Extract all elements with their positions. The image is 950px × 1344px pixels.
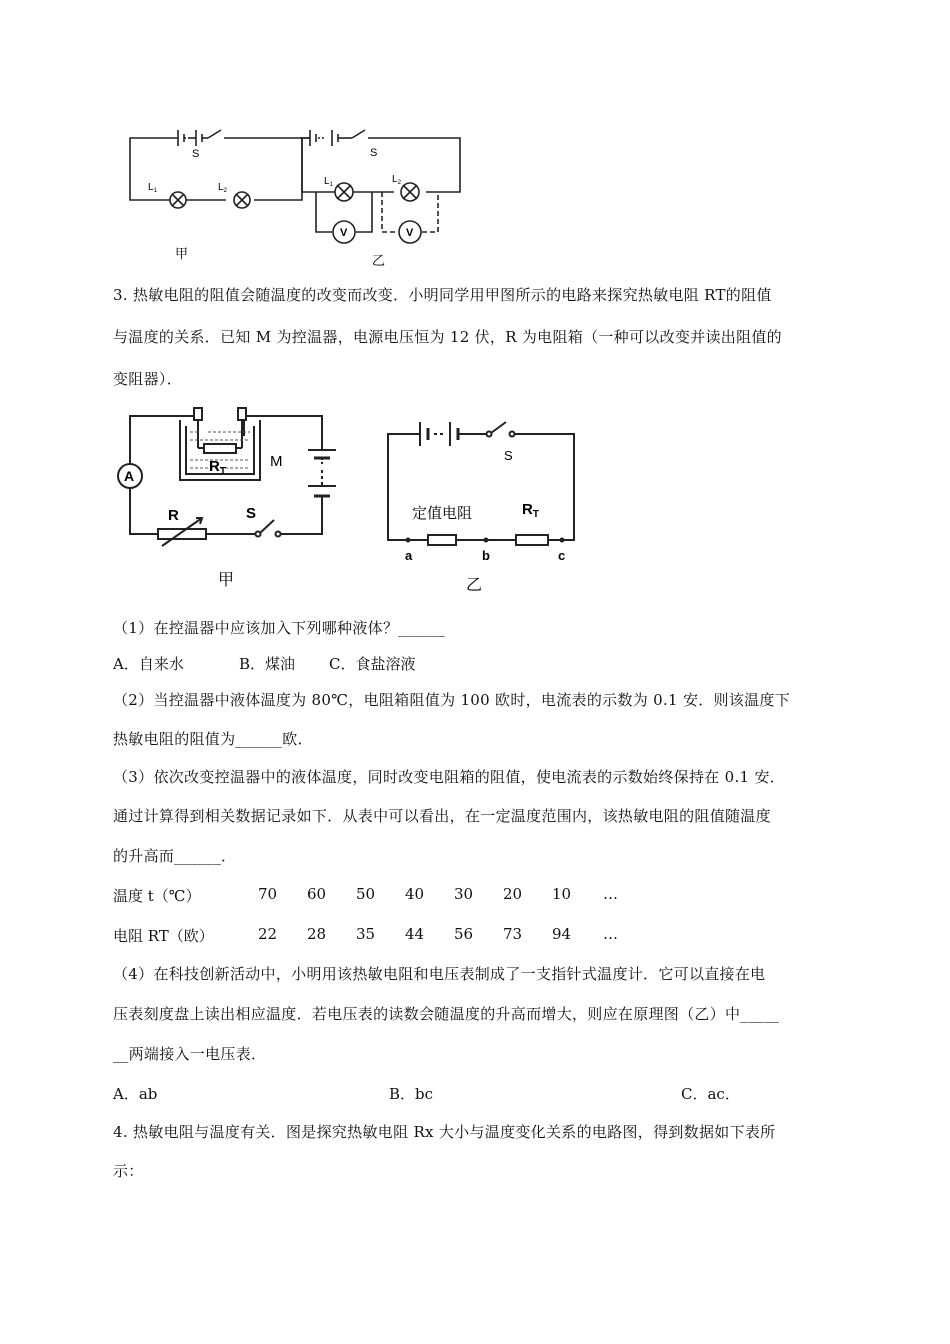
p1-option-b: B．煤油 (239, 655, 296, 673)
ammeter-label: A (124, 468, 135, 484)
voltmeter-label-1: V (340, 227, 348, 239)
table-cell: 30 (454, 885, 474, 903)
q3-intro-line3: 变阻器）． (113, 370, 183, 388)
switch-label-yi: S (370, 147, 378, 159)
table-cell: 50 (356, 885, 376, 903)
table-cell: 28 (307, 925, 327, 943)
voltmeter-label-2: V (406, 227, 414, 239)
q3-p4-line3: __两端接入一电压表． (113, 1045, 267, 1063)
p4-option-b: B．bc (389, 1085, 434, 1103)
table-cell: 73 (503, 925, 523, 943)
table-cell: 70 (258, 885, 278, 903)
p1-option-c: C．食盐溶液 (329, 655, 416, 673)
caption-jia-2: 甲 (218, 572, 235, 589)
p4-option-a: A．ab (113, 1085, 158, 1103)
p1-option-a: A．自来水 (113, 655, 184, 673)
circuit-figure-thermistor-jia (110, 400, 360, 595)
table-cell: 94 (552, 925, 572, 943)
caption-yi-2: 乙 (466, 577, 483, 594)
s-label-yi: S (504, 448, 513, 463)
rt-label-yi: $R_T$ (522, 501, 539, 520)
table-cell: 44 (405, 925, 425, 943)
table-cell: 22 (258, 925, 278, 943)
lamp2-label-jia: $L_2$ (218, 182, 227, 194)
fixed-resistor-label: 定值电阻 (412, 505, 473, 522)
table-cell: 40 (405, 885, 425, 903)
lamp2-label-yi: $L_2$ (392, 174, 401, 186)
point-c: c (558, 548, 566, 563)
q4-line1: 4. 热敏电阻与温度有关．图是探究热敏电阻 Rx 大小与温度变化关系的电路图，得到数据如下表所 (113, 1123, 776, 1141)
q3-p3-line3: 的升高而______． (113, 847, 237, 865)
q3-p4-line1: （4）在科技创新活动中，小明用该热敏电阻和电压表制成了一支指针式温度计．它可以直接在电 (113, 965, 766, 983)
circuit-figure-lamps (120, 120, 470, 270)
q3-p2-line2: 热敏电阻的阻值为______欧． (113, 730, 313, 748)
r-label: R (168, 507, 179, 524)
s-label-jia: S (246, 505, 257, 522)
lamp1-label-jia: $L_1$ (148, 182, 157, 194)
table-cell: 35 (356, 925, 376, 943)
table-label-temperature: 温度 t（℃） (113, 887, 201, 905)
q3-p2-line1: （2）当控温器中液体温度为 80℃，电阻箱阻值为 100 欧时，电流表的示数为 0.1 安．则该温度下 (113, 691, 791, 709)
table-label-resistance: 电阻 RT（欧） (113, 927, 214, 945)
q4-line2: 示： (113, 1162, 144, 1180)
switch-label-jia: S (192, 148, 200, 160)
q3-p1: （1）在控温器中应该加入下列哪种液体？______ (113, 619, 446, 637)
controller-label: M (270, 453, 283, 470)
rt-label-jia: $R_T$ (209, 458, 226, 477)
point-b: b (482, 548, 490, 563)
table-cell: 56 (454, 925, 474, 943)
q3-p3-line2: 通过计算得到相关数据记录如下．从表中可以看出，在一定温度范围内，该热敏电阻的阻值随温度 (113, 807, 771, 825)
table-cell: 10 (552, 885, 572, 903)
q3-p3-line1: （3）依次改变控温器中的液体温度，同时改变电阻箱的阻值，使电流表的示数始终保持在 0.1 安． (113, 768, 786, 786)
table-cell: … (603, 925, 618, 943)
circuit-figure-thermistor-yi (378, 410, 588, 595)
caption-yi: 乙 (372, 253, 386, 268)
caption-jia: 甲 (175, 246, 189, 261)
table-cell: 20 (503, 885, 523, 903)
p4-option-c: C．ac． (681, 1085, 740, 1103)
point-a: a (405, 548, 413, 563)
table-cell: … (603, 885, 618, 903)
q3-intro-line2: 与温度的关系．已知 M 为控温器，电源电压恒为 12 伏，R 为电阻箱（一种可以改变并读出阻值的 (113, 328, 782, 346)
table-cell: 60 (307, 885, 327, 903)
q3-p4-line2: 压表刻度盘上读出相应温度．若电压表的读数会随温度的升高而增大，则应在原理图（乙）中_____ (113, 1005, 780, 1023)
lamp1-label-yi: $L_1$ (324, 176, 333, 188)
q3-intro-line1: 3. 热敏电阻的阻值会随温度的改变而改变．小明同学用甲图所示的电路来探究热敏电阻 RT的阻值 (113, 286, 772, 304)
